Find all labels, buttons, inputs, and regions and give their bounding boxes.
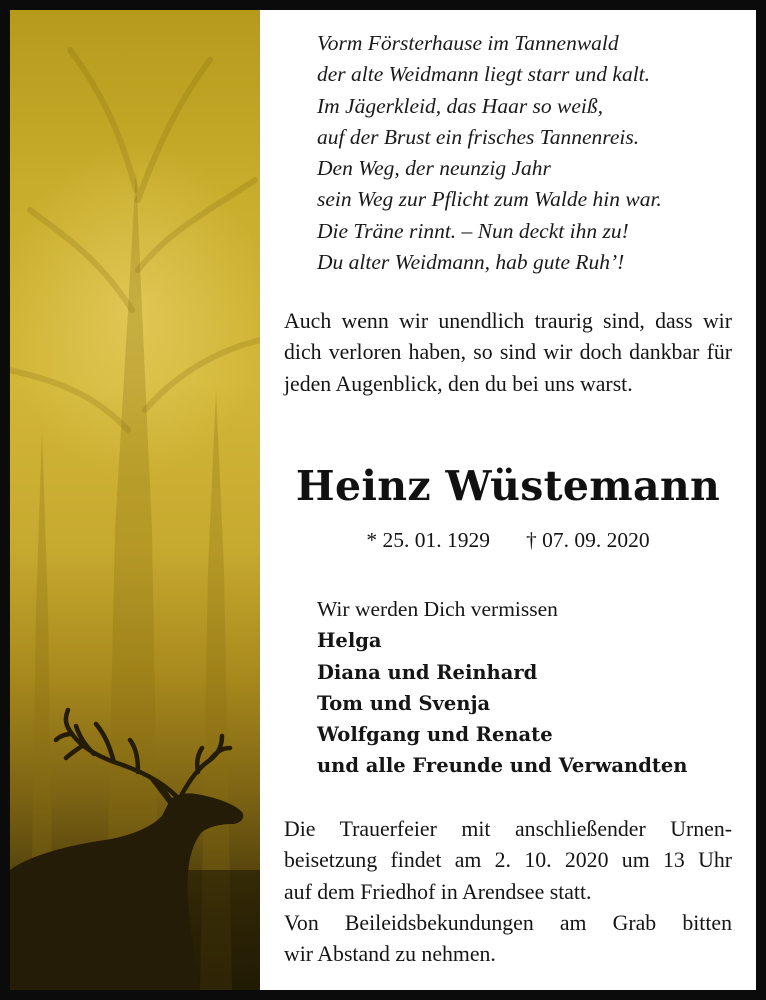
mourner-name: Diana und Reinhard bbox=[317, 660, 538, 684]
ceremony-line: auf dem Friedhof in Arendsee statt. bbox=[284, 879, 592, 904]
life-dates bbox=[260, 525, 756, 555]
intro-text: Auch wenn wir unendlich traurig sind, dass wir dich verloren haben, so sind wir doch dankbar für jeden Augenblick, den du bei uns warst. bbox=[284, 309, 732, 396]
mourner-name: Wolfgang und Renate bbox=[317, 723, 553, 747]
deceased-name: Heinz Wüstemann bbox=[295, 462, 721, 510]
death-date: † 07. 09. 2020 bbox=[526, 528, 650, 552]
mourner-name: und alle Freunde und Verwandten bbox=[317, 754, 688, 778]
poem-line: Die Träne rinnt. – Nun deckt ihn zu! bbox=[317, 218, 629, 243]
ceremony-line: beisetzung findet am 2. 10. 2020 um 13 Uhr bbox=[284, 848, 732, 873]
mourners-lead: Wir werden Dich vermissen bbox=[317, 597, 558, 621]
stag-silhouette-icon bbox=[10, 10, 260, 990]
poem-line: der alte Weidmann liegt starr und kalt. bbox=[317, 62, 651, 87]
birth-date: * 25. 01. 1929 bbox=[366, 528, 490, 552]
mourners-list bbox=[317, 594, 747, 782]
poem-line: Du alter Weidmann, hab gute Ruh’! bbox=[317, 250, 625, 275]
poem-line: Den Weg, der neunzig Jahr bbox=[317, 156, 551, 181]
forest-stag-photo bbox=[10, 10, 260, 990]
ceremony-line: wir Abstand zu nehmen. bbox=[284, 942, 496, 967]
poem-line: Im Jägerkleid, das Haar so weiß, bbox=[317, 93, 604, 118]
obituary-text-panel bbox=[260, 10, 756, 990]
ceremony-line: Die Trauerfeier mit anschließender Urnen- bbox=[284, 817, 732, 841]
poem bbox=[317, 28, 747, 278]
poem-line: auf der Brust ein frisches Tannenreis. bbox=[317, 124, 640, 149]
poem-line: sein Weg zur Pflicht zum Walde hin war. bbox=[317, 187, 662, 212]
ceremony-notice bbox=[284, 814, 732, 970]
ceremony-line: Von Beileidsbekundungen am Grab bitten bbox=[284, 910, 732, 935]
poem-line: Vorm Försterhause im Tannenwald bbox=[317, 31, 619, 55]
mourner-name: Tom und Svenja bbox=[317, 691, 491, 715]
mourner-name: Helga bbox=[317, 629, 382, 653]
